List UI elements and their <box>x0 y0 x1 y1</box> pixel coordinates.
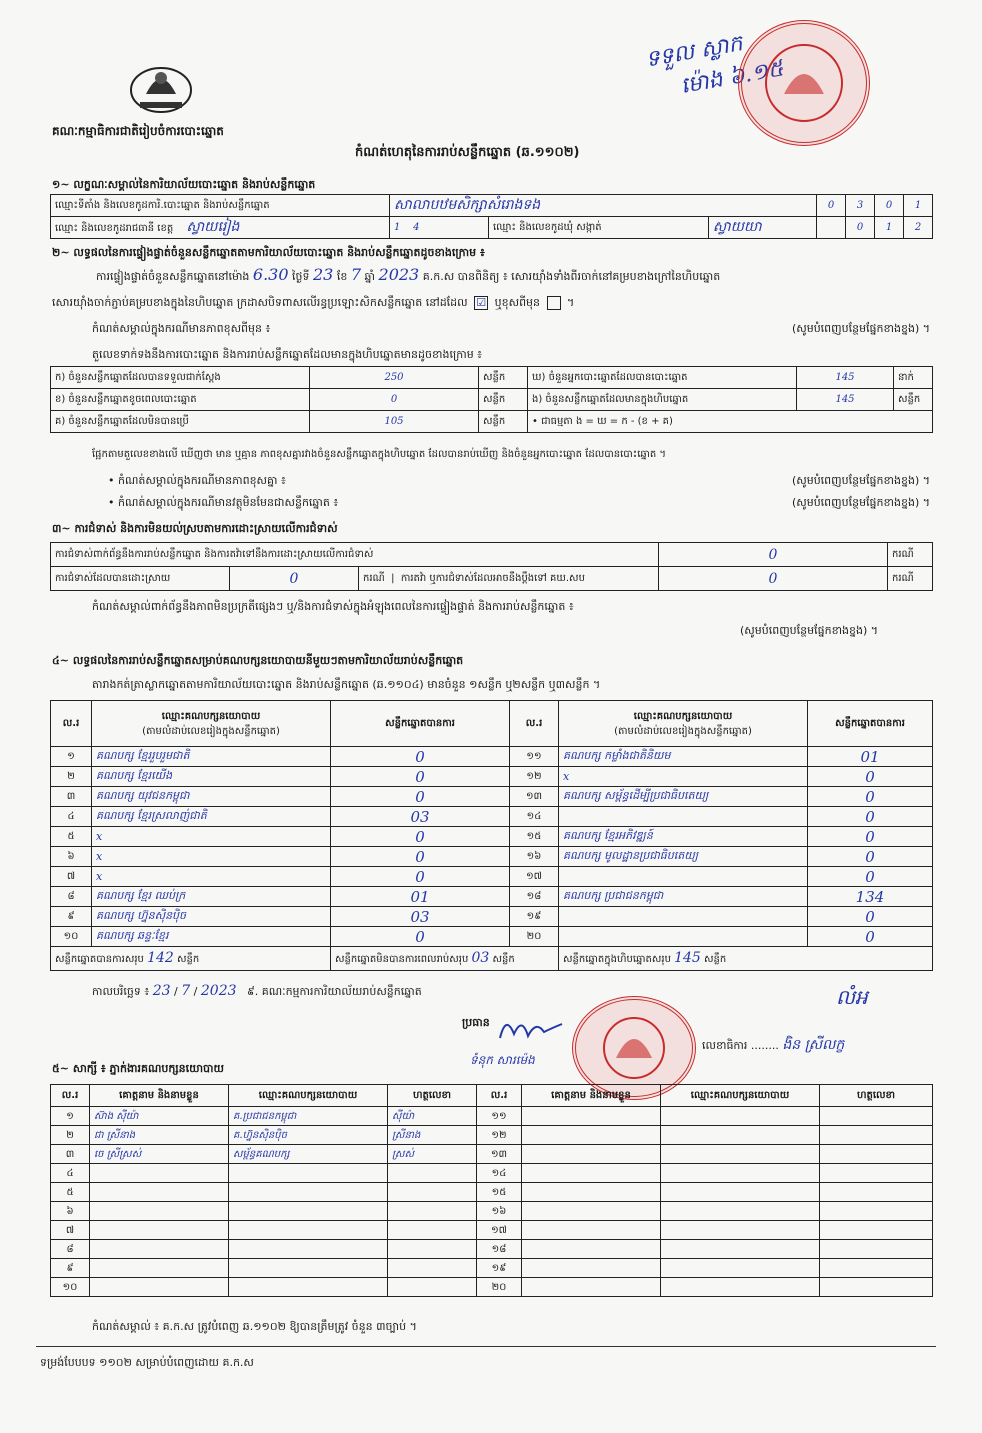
table-row <box>51 1240 933 1259</box>
resolved-value: 0 <box>230 567 359 591</box>
witness-party: គ.ប្រជាជនកម្ពុជា <box>229 1107 388 1126</box>
code-digit: 1 <box>904 195 933 217</box>
total-invalid: សន្លឹកឆ្នោតមិនបានការពេលរាប់សរុប 03 សន្លឹក <box>331 947 559 971</box>
secretary-line: លេខាធិការ ........ ងិន ស្រីលក្ខ <box>702 1037 845 1053</box>
changed-label: ឬខុសពីមុន <box>494 296 541 309</box>
commune-code: 1 <box>875 217 904 239</box>
check-month: 7 <box>350 265 362 284</box>
chair-signature-icon <box>496 1010 566 1044</box>
party-votes: 0 <box>331 927 510 947</box>
objections-table: ការជំទាស់ពាក់ព័ន្ធនឹងការរាប់សន្លឹកឆ្នោត និងការតវ៉ាទៅនឹងការដោះស្រាយលើការជំទាស់ 0 ករណី ការជំទាស់ដែលបានដោះស្រាយ 0 ករណី | ការតវ៉ា ឬការជំទាស់ដែលអាចនឹងប្តឹងទៅ គឃ.សប 0 ករណី <box>50 542 933 591</box>
row-no: ៥ <box>51 1183 90 1202</box>
row-no: ១៥ <box>510 827 559 847</box>
party-name: គណបក្ស ប្រជាជនកម្ពុជា <box>559 887 808 907</box>
witness-name: ស៊ាង ស៊ីយ៉ា <box>90 1107 229 1126</box>
party-votes: 01 <box>808 747 933 767</box>
witness-party <box>661 1202 820 1221</box>
province-value: ស្វាយរៀង <box>186 219 240 235</box>
witness-name <box>90 1202 229 1221</box>
row-no: ១១ <box>477 1107 522 1126</box>
commune-code: 2 <box>904 217 933 239</box>
code-digit: 3 <box>846 195 875 217</box>
count-a-label: ក) ចំនួនសន្លឹកឆ្នោតដែលបានទទួលជាក់ស្តែង <box>51 367 310 389</box>
object-note-label: • កំណត់សម្គាល់ក្នុងករណីមានវត្ថុមិនមែនជាសន្លឹកឆ្នោត ៖ <box>108 496 339 509</box>
secretary-signature: លំអ <box>836 985 868 1009</box>
party-votes: 0 <box>331 867 510 887</box>
witness-party <box>229 1278 388 1297</box>
row-no: ១៧ <box>510 867 559 887</box>
witness-party <box>229 1259 388 1278</box>
witness-signature <box>820 1107 933 1126</box>
note-hint: (សូមបំពេញបន្ថែមផ្នែកខាងខ្នង) ។ <box>791 322 930 335</box>
witness-party <box>661 1145 820 1164</box>
row-no: ១៣ <box>477 1145 522 1164</box>
witness-party: សម្ព័ន្ធគណបក្ស <box>229 1145 388 1164</box>
witness-signature <box>388 1164 477 1183</box>
witness-name <box>522 1259 661 1278</box>
row-no: ២ <box>51 1126 90 1145</box>
witness-signature <box>388 1202 477 1221</box>
party-votes: 0 <box>331 847 510 867</box>
code-digit: 0 <box>817 195 846 217</box>
row-no: ១២ <box>477 1126 522 1145</box>
footer-divider <box>36 1346 936 1347</box>
case-unit: ករណី <box>363 573 385 584</box>
seal-text: សោរយ៉ាំងចាក់ភ្ជាប់គម្របខាងក្នុងនៃហិបឆ្នោត ក្រដាសបិទពាសលើរន្ធប្រឡោះសិកសន្លឹកឆ្នោត នៅដដែល <box>52 296 468 309</box>
party-name: x <box>559 767 808 787</box>
difference-note-label: កំណត់សម្គាល់ក្នុងករណីមានភាពខុសពីមុន ៖ <box>92 322 271 335</box>
row-no: ១៨ <box>510 887 559 907</box>
row-no: ១៩ <box>510 907 559 927</box>
object-note <box>108 496 930 510</box>
counts-table <box>50 366 933 433</box>
check-text: គ.ក.ស បានពិនិត្យ ៖ សោរយ៉ាំងទាំងពីរចាក់នៅគម្របខាងក្រៅនៃហិបឆ្នោត <box>422 270 721 283</box>
difference-note2-label: • កំណត់សម្គាល់ក្នុងករណីមានភាពខុសគ្នា ៖ <box>108 474 286 487</box>
table-row <box>51 1278 933 1297</box>
commune-label: ឈ្មោះ និងលេខកូដឃុំ សង្កាត់ <box>489 217 709 239</box>
party-votes: 01 <box>331 887 510 907</box>
party-votes: 0 <box>808 847 933 867</box>
row-no: ៣ <box>51 787 92 807</box>
party-votes: 0 <box>808 807 933 827</box>
row-no: ១៩ <box>477 1259 522 1278</box>
counts-intro: តួលេខទាក់ទងនឹងការបោះឆ្នោត និងការរាប់សន្លឹកឆ្នោតដែលមានក្នុងហិបឆ្នោតមានដូចខាងក្រោម ៖ <box>92 348 483 361</box>
witness-name <box>522 1107 661 1126</box>
col-no: ល.រ <box>477 1085 522 1107</box>
committee-label: ៩. គណៈកម្មការការិយាល័យរាប់សន្លឹកឆ្នោត <box>247 985 422 998</box>
row-no: ៤ <box>51 807 92 827</box>
table-row <box>51 807 933 827</box>
party-name <box>559 927 808 947</box>
check-day: 23 <box>313 265 334 284</box>
count-d-label: ឃ) ចំនួនអ្នកបោះឆ្នោតដែលបានបោះឆ្នោត <box>528 367 797 389</box>
witness-signature <box>388 1278 477 1297</box>
witness-signature <box>388 1259 477 1278</box>
party-name: គណបក្ស សម្ព័ន្ធដើម្បីប្រជាធិបតេយ្យ <box>559 787 808 807</box>
party-name: គណបក្ស កម្លាំងជាតិនិយម <box>559 747 808 767</box>
witness-signature <box>388 1240 477 1259</box>
row-no: ១៧ <box>477 1221 522 1240</box>
section1-table <box>50 194 933 239</box>
witness-party <box>229 1202 388 1221</box>
section1-heading: ១~ លក្ខណៈសម្គាល់នៃការិយាល័យបោះឆ្នោត និងរាប់សន្លឹកឆ្នោត <box>52 178 316 191</box>
witness-signature <box>820 1259 933 1278</box>
party-name: គណបក្ស ឆន្ទៈខ្មែរ <box>92 927 331 947</box>
date-day: 23 <box>152 983 171 999</box>
count-unit: សន្លឹក <box>479 411 528 433</box>
table-row <box>51 887 933 907</box>
witness-signature <box>820 1183 933 1202</box>
witness-signature <box>388 1221 477 1240</box>
table-row <box>51 927 933 947</box>
table-row <box>51 1126 933 1145</box>
row-no: ៦ <box>51 1202 90 1221</box>
count-unit: សន្លឹក <box>479 389 528 411</box>
col-no: ល.រ <box>510 701 559 747</box>
row-no: ២០ <box>510 927 559 947</box>
party-votes: 0 <box>331 747 510 767</box>
date-line: កាលបរិច្ឆេទ ៖ 23 / 7 / 2023 ៩. គណៈកម្មការការិយាល័យរាប់សន្លឹកឆ្នោត <box>92 983 422 999</box>
official-stamp-top <box>738 20 870 146</box>
witness-name <box>522 1221 661 1240</box>
irregularity-hint: (សូមបំពេញបន្ថែមផ្នែកខាងខ្នង) ។ <box>740 624 879 637</box>
row-no: ២០ <box>477 1278 522 1297</box>
table-row <box>51 1221 933 1240</box>
table-row <box>51 1164 933 1183</box>
date-label: កាលបរិច្ឆេទ ៖ <box>92 985 150 998</box>
province-code: 1 <box>394 222 401 233</box>
col-party: ឈ្មោះគណបក្សនយោបាយ (តាមលំដាប់លេខរៀងក្នុងសន្លឹកឆ្នោត) <box>92 701 331 747</box>
row-no: ៧ <box>51 1221 90 1240</box>
footer-note: កំណត់សម្គាល់ ៖ គ.ក.ស ត្រូវបំពេញ ឆ.១១០២ ឱ្យបានត្រឹមត្រូវ ចំនួន ៣ច្បាប់ ។ <box>92 1320 417 1333</box>
party-votes: 0 <box>808 907 933 927</box>
party-votes: 0 <box>331 827 510 847</box>
note-hint: (សូមបំពេញបន្ថែមផ្នែកខាងខ្នង) ។ <box>791 496 930 509</box>
section2-line1 <box>96 265 721 284</box>
row-no: ១១ <box>510 747 559 767</box>
year-label: ឆ្នាំ <box>364 270 376 283</box>
count-unit: សន្លឹក <box>894 389 933 411</box>
objection-value: 0 <box>659 543 888 567</box>
irregularity-note: កំណត់សម្គាល់ពាក់ព័ន្ធនឹងភាពមិនប្រក្រតីផ្សេងៗ ឬ/និងការជំទាស់ក្នុងអំឡុងពេលនៃការផ្ទៀងផ្ទាត់ និងការរាប់សន្លឹកឆ្នោត ៖ <box>92 600 574 613</box>
appeal-value: 0 <box>659 567 888 591</box>
party-name: x <box>92 847 331 867</box>
row-no: ៦ <box>51 847 92 867</box>
appeal-label: ការតវ៉ា ឬការជំទាស់ដែលអាចនឹងប្តឹងទៅ គឃ.សប <box>400 573 585 584</box>
col-name: គោត្តនាម និងនាមខ្លួន <box>522 1085 661 1107</box>
witness-name <box>90 1278 229 1297</box>
party-name <box>559 867 808 887</box>
witness-party <box>661 1126 820 1145</box>
day-label: ថ្ងៃទី <box>292 270 310 283</box>
total-valid: សន្លឹកឆ្នោតបានការសរុប 142 សន្លឹក <box>51 947 331 971</box>
row-no: ១ <box>51 747 92 767</box>
month-label: ខែ <box>336 270 348 283</box>
witness-party <box>661 1259 820 1278</box>
col-party: ឈ្មោះគណបក្សនយោបាយ (តាមលំដាប់លេខរៀងក្នុងសន្លឹកឆ្នោត) <box>559 701 808 747</box>
party-name: គណបក្ស មូលដ្ឋានប្រជាធិបតេយ្យ <box>559 847 808 867</box>
location-label: ឈ្មោះទីតាំង និងលេខកូដការិ.បោះឆ្នោត និងរាប់សន្លឹកឆ្នោត <box>51 195 390 217</box>
witness-signature: ស្រីនាង <box>388 1126 477 1145</box>
table-row <box>51 1202 933 1221</box>
table-row <box>51 787 933 807</box>
received-note: ទទួល ស្លាក ម៉ោង ៦.១៥ <box>643 31 786 99</box>
party-name <box>559 807 808 827</box>
witness-name <box>522 1145 661 1164</box>
witness-name <box>522 1202 661 1221</box>
count-unit: នាក់ <box>894 367 933 389</box>
date-year: 2023 <box>200 983 237 999</box>
party-name: គណបក្ស ខ្មែរស្រលាញ់ជាតិ <box>92 807 331 827</box>
resolved-label: ការជំទាស់ដែលបានដោះស្រាយ <box>51 567 230 591</box>
row-no: ១៦ <box>510 847 559 867</box>
col-no: ល.រ <box>51 1085 90 1107</box>
col-party: ឈ្មោះគណបក្សនយោបាយ <box>229 1085 388 1107</box>
table-row <box>51 1145 933 1164</box>
party-name: គណបក្ស ខ្មែរ ឈប់ក្រ <box>92 887 331 907</box>
party-votes: 0 <box>331 767 510 787</box>
section5-heading: ៥~ សាក្សី ៖ ភ្នាក់ងារគណបក្សនយោបាយ <box>52 1062 225 1075</box>
chair-label: ប្រធាន <box>462 1016 490 1029</box>
table-row <box>51 847 933 867</box>
party-name <box>559 907 808 927</box>
party-name: គណបក្ស ហ្វ៊ុនស៊ិនប៉ិច <box>92 907 331 927</box>
witness-name <box>522 1164 661 1183</box>
witness-table <box>50 1084 933 1297</box>
row-no: ១៣ <box>510 787 559 807</box>
difference-note2 <box>108 474 930 488</box>
province-code: 4 <box>413 222 420 233</box>
witness-signature <box>820 1221 933 1240</box>
date-month: 7 <box>181 983 191 999</box>
check-time: 6.30 <box>252 265 289 284</box>
col-votes: សន្លឹកឆ្នោតបានការ <box>331 701 510 747</box>
count-d-value: 145 <box>797 367 894 389</box>
section2-line2: សោរយ៉ាំងចាក់ភ្ជាប់គម្របខាងក្នុងនៃហិបឆ្នោត ក្រដាសបិទពាសលើរន្ធប្រឡោះសិកសន្លឹកឆ្នោត នៅដដែល ☑ ឬខុសពីមុន ។ <box>52 296 575 309</box>
count-b-label: ខ) ចំនួនសន្លឹកឆ្នោតខូចពេលបោះឆ្នោត <box>51 389 310 411</box>
table-row <box>51 767 933 787</box>
col-no: ល.រ <box>51 701 92 747</box>
commune-value: ស្វាយយា <box>708 217 816 239</box>
witness-name <box>522 1183 661 1202</box>
row-no: ១០ <box>51 927 92 947</box>
witness-name: ចេ ស្រីស្រស់ <box>90 1145 229 1164</box>
witness-signature: ស៊ីយ៉ា <box>388 1107 477 1126</box>
witness-signature <box>820 1126 933 1145</box>
row-no: ១ <box>51 1107 90 1126</box>
witness-signature <box>820 1240 933 1259</box>
changed-checkbox[interactable] <box>547 296 561 310</box>
witness-party <box>661 1240 820 1259</box>
row-no: ៣ <box>51 1145 90 1164</box>
witness-name <box>90 1183 229 1202</box>
witness-party <box>661 1278 820 1297</box>
table-row <box>51 1183 933 1202</box>
row-no: ២ <box>51 767 92 787</box>
form-title: កំណត់ហេតុនៃការរាប់សន្លឹកឆ្នោត (ឆ.១១០២) <box>355 145 580 160</box>
code-digit: 0 <box>875 195 904 217</box>
unchanged-checkbox[interactable]: ☑ <box>474 296 488 310</box>
party-votes: 0 <box>808 787 933 807</box>
party-name: គណបក្ស យុវជនកម្ពុជា <box>92 787 331 807</box>
witness-signature: ស្រស់ <box>388 1145 477 1164</box>
col-sign: ហត្ថលេខា <box>388 1085 477 1107</box>
witness-name <box>522 1240 661 1259</box>
difference-note <box>92 322 930 336</box>
table-row <box>51 1107 933 1126</box>
witness-signature <box>820 1278 933 1297</box>
section4-intro: តារាងកត់ត្រាស្លាកឆ្នោតតាមការិយាល័យបោះឆ្នោត និងរាប់សន្លឹកឆ្នោត (ឆ.១១០៤) មានចំនួន ១សន្លឹក ឬ២សន្លឹក ឬ៣សន្លឹក ។ <box>92 678 601 691</box>
secretary-label: លេខាធិការ <box>702 1039 748 1052</box>
count-c-value: 105 <box>310 411 479 433</box>
form-code: ទម្រង់បែបបទ ១១០២ សម្រាប់បំពេញដោយ គ.ក.ស <box>40 1356 254 1369</box>
party-name: គណបក្ស ខ្មែរអភិវឌ្ឍន៍ <box>559 827 808 847</box>
table-row <box>51 867 933 887</box>
witness-name <box>90 1259 229 1278</box>
row-no: ៥ <box>51 827 92 847</box>
check-time-label: ការផ្ទៀងផ្ទាត់ចំនួនសន្លឹកឆ្នោតនៅម៉ោង <box>96 270 250 283</box>
commune-code: 0 <box>846 217 875 239</box>
witness-party <box>661 1183 820 1202</box>
witness-party <box>661 1221 820 1240</box>
province-label: ឈ្មោះ និងលេខកូដរាជធានី ខេត្ត <box>55 223 174 234</box>
party-votes: 0 <box>808 867 933 887</box>
row-no: ៩ <box>51 1259 90 1278</box>
witness-name <box>90 1240 229 1259</box>
witness-signature <box>820 1145 933 1164</box>
total-box: សន្លឹកឆ្នោតក្នុងហិបឆ្នោតសរុប 145 សន្លឹក <box>559 947 933 971</box>
row-no: ៧ <box>51 867 92 887</box>
witness-party <box>229 1240 388 1259</box>
count-c-label: គ) ចំនួនសន្លឹកឆ្នោតដែលមិនបានប្រើ <box>51 411 310 433</box>
witness-name <box>522 1278 661 1297</box>
party-votes: 134 <box>808 887 933 907</box>
col-votes: សន្លឹកឆ្នោតបានការ <box>808 701 933 747</box>
section4-heading: ៤~ លទ្ធផលនៃការរាប់សន្លឹកឆ្នោតសម្រាប់គណបក្សនយោបាយនីមួយៗតាមការិយាល័យរាប់សន្លឹកឆ្នោត <box>52 654 464 667</box>
row-no: ៩ <box>51 907 92 927</box>
compare-text: ផ្អែកតាមតួលេខខាងលើ ឃើញថា មាន ឬគ្មាន ភាពខុសគ្នារវាងចំនួនសន្លឹកឆ្នោតក្នុងហិបឆ្នោត ដែលបានរាប់ឃើញ និងចំនួនអ្នកបោះឆ្នោត ដែលបានបោះឆ្នោត ។ <box>92 449 667 460</box>
party-votes: 0 <box>808 827 933 847</box>
party-votes: 0 <box>808 927 933 947</box>
count-b-value: 0 <box>310 389 479 411</box>
witness-name <box>522 1126 661 1145</box>
results-table <box>50 700 933 971</box>
row-no: ១០ <box>51 1278 90 1297</box>
row-no: ១៨ <box>477 1240 522 1259</box>
count-e-value: 145 <box>797 389 894 411</box>
witness-party <box>661 1107 820 1126</box>
witness-party <box>229 1221 388 1240</box>
party-name: គណបក្ស ខ្មែររួបរួមជាតិ <box>92 747 331 767</box>
row-no: ៤ <box>51 1164 90 1183</box>
witness-party: គ.ហ្វ៊ុនស៊ិនប៉ិច <box>229 1126 388 1145</box>
party-votes: 03 <box>331 907 510 927</box>
chair-name: ទំនុក សារម៉េង <box>470 1053 535 1067</box>
emblem-icon <box>126 56 196 116</box>
table-row <box>51 1259 933 1278</box>
formula: • ជាធម្មតា ង = ឃ = ក - (ខ + គ) <box>528 411 933 433</box>
table-row <box>51 827 933 847</box>
col-sign: ហត្ថលេខា <box>820 1085 933 1107</box>
witness-name <box>90 1164 229 1183</box>
committee-name: គណៈកម្មាធិការជាតិរៀបចំការបោះឆ្នោត <box>52 124 224 138</box>
row-no: ៨ <box>51 1240 90 1259</box>
party-votes: 0 <box>808 767 933 787</box>
party-name: គណបក្ស ខ្មែរយើង <box>92 767 331 787</box>
note-hint: (សូមបំពេញបន្ថែមផ្នែកខាងខ្នង) ។ <box>791 474 930 487</box>
secretary-name: ងិន ស្រីលក្ខ <box>782 1037 845 1053</box>
witness-name: ជា ស្រីនាង <box>90 1126 229 1145</box>
witness-name <box>90 1221 229 1240</box>
col-party: ឈ្មោះគណបក្សនយោបាយ <box>661 1085 820 1107</box>
row-no: ៨ <box>51 887 92 907</box>
table-row <box>51 747 933 767</box>
check-year: 2023 <box>378 265 420 284</box>
row-no: ១៦ <box>477 1202 522 1221</box>
witness-party <box>229 1164 388 1183</box>
objection-label: ការជំទាស់ពាក់ព័ន្ធនឹងការរាប់សន្លឹកឆ្នោត និងការតវ៉ាទៅនឹងការដោះស្រាយលើការជំទាស់ <box>51 543 659 567</box>
party-votes: 0 <box>331 787 510 807</box>
table-row <box>51 907 933 927</box>
row-no: ១២ <box>510 767 559 787</box>
witness-party <box>229 1183 388 1202</box>
section2-heading: ២~ លទ្ធផលនៃការផ្ទៀងផ្ទាត់ចំនួនសន្លឹកឆ្នោតតាមការិយាល័យបោះឆ្នោត និងរាប់សន្លឹកឆ្នោតដូចខាងក្រោម ៖ <box>52 246 485 259</box>
row-no: ១៤ <box>477 1164 522 1183</box>
witness-signature <box>388 1183 477 1202</box>
section3-heading: ៣~ ការជំទាស់ និងការមិនយល់ស្របតាមការដោះស្រាយលើការជំទាស់ <box>52 522 338 535</box>
witness-signature <box>820 1202 933 1221</box>
count-a-value: 250 <box>310 367 479 389</box>
col-name: គោត្តនាម និងនាមខ្លួន <box>90 1085 229 1107</box>
witness-party <box>661 1164 820 1183</box>
party-votes: 03 <box>331 807 510 827</box>
case-unit: ករណី <box>888 567 933 591</box>
count-e-label: ង) ចំនួនសន្លឹកឆ្នោតដែលមានក្នុងហិបឆ្នោត <box>528 389 797 411</box>
party-name: x <box>92 827 331 847</box>
party-name: x <box>92 867 331 887</box>
row-no: ១៥ <box>477 1183 522 1202</box>
witness-signature <box>820 1164 933 1183</box>
case-unit: ករណី <box>888 543 933 567</box>
row-no: ១៤ <box>510 807 559 827</box>
location-value: សាលាបឋមសិក្សាសំរោងទង <box>390 195 817 217</box>
count-unit: សន្លឹក <box>479 367 528 389</box>
